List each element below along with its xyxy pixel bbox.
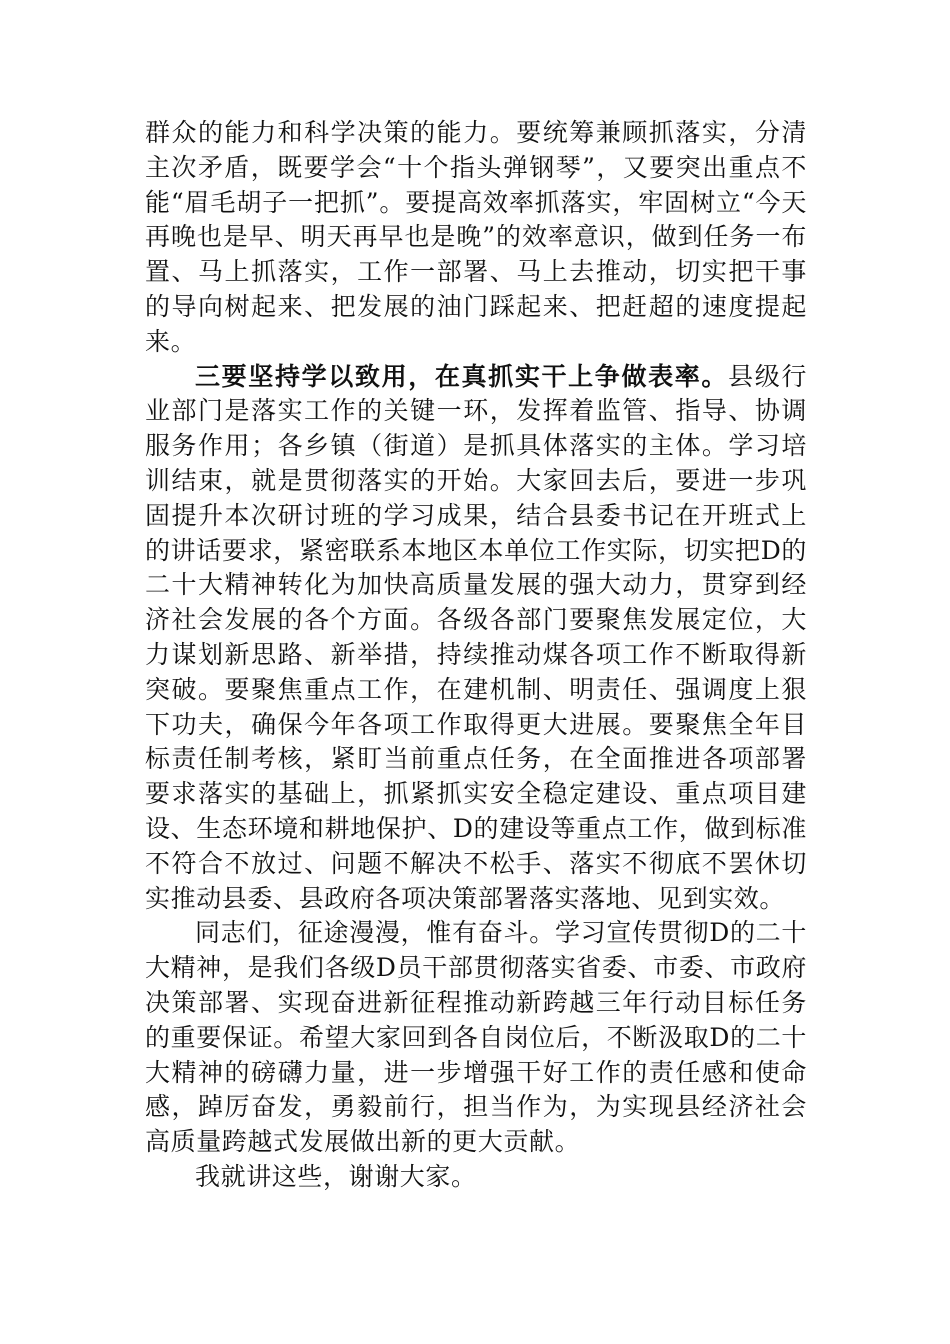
paragraph-2-bold-lead: 三要坚持学以致用，在真抓实干上争做表率。 <box>195 361 729 391</box>
paragraph-2 <box>145 360 807 917</box>
document-page <box>145 116 807 1195</box>
paragraph-1-text: 群众的能力和科学决策的能力。要统筹兼顾抓落实，分清主次矛盾，既要学会“十个指头弹钢琴”，又要突出重点不能“眉毛胡子一把抓”。要提高效率抓落实，牢固树立“今天再晚也是早、明天再早也是晚”的效率意识，做到任务一布置、马上抓落实，工作一部署、马上去推动，切实把干事的导向树起来、把发展的油门踩起来、把赶超的速度提起来。 <box>145 118 807 356</box>
paragraph-3 <box>145 916 807 1160</box>
paragraph-4-text: 我就讲这些，谢谢大家。 <box>195 1161 477 1191</box>
paragraph-2-text: 县级行业部门是落实工作的关键一环，发挥着监管、指导、协调服务作用；各乡镇（街道）是抓具体落实的主体。学习培训结束，就是贯彻落实的开始。大家回去后，要进一步巩固提升本次研讨班的学习成果，结合县委书记在开班式上的讲话要求，紧密联系本地区本单位工作实际，切实把D的二十大精神转化为加快高质量发展的强大动力，贯穿到经济社会发展的各个方面。各级各部门要聚焦发展定位，大力谋划新思路、新举措，持续推动煤各项工作不断取得新突破。要聚焦重点工作，在建机制、明责任、强调度上狠下功夫，确保今年各项工作取得更大进展。要聚焦全年目标责任制考核，紧盯当前重点任务，在全面推进各项部署要求落实的基础上，抓紧抓实安全稳定建设、重点项目建设、生态环境和耕地保护、D的建设等重点工作，做到标准不符合不放过、问题不解决不松手、落实不彻底不罢休切实推动县委、县政府各项决策部署落实落地、见到实效。 <box>145 361 807 913</box>
paragraph-1 <box>145 116 807 360</box>
paragraph-4 <box>145 1160 807 1195</box>
paragraph-3-text: 同志们，征途漫漫，惟有奋斗。学习宣传贯彻D的二十大精神，是我们各级D员干部贯彻落实省委、市委、市政府决策部署、实现奋进新征程推动新跨越三年行动目标任务的重要保证。希望大家回到各自岗位后，不断汲取D的二十大精神的磅礴力量，进一步增强干好工作的责任感和使命感，踔厉奋发，勇毅前行，担当作为，为实现县经济社会高质量跨越式发展做出新的更大贡献。 <box>145 918 807 1157</box>
